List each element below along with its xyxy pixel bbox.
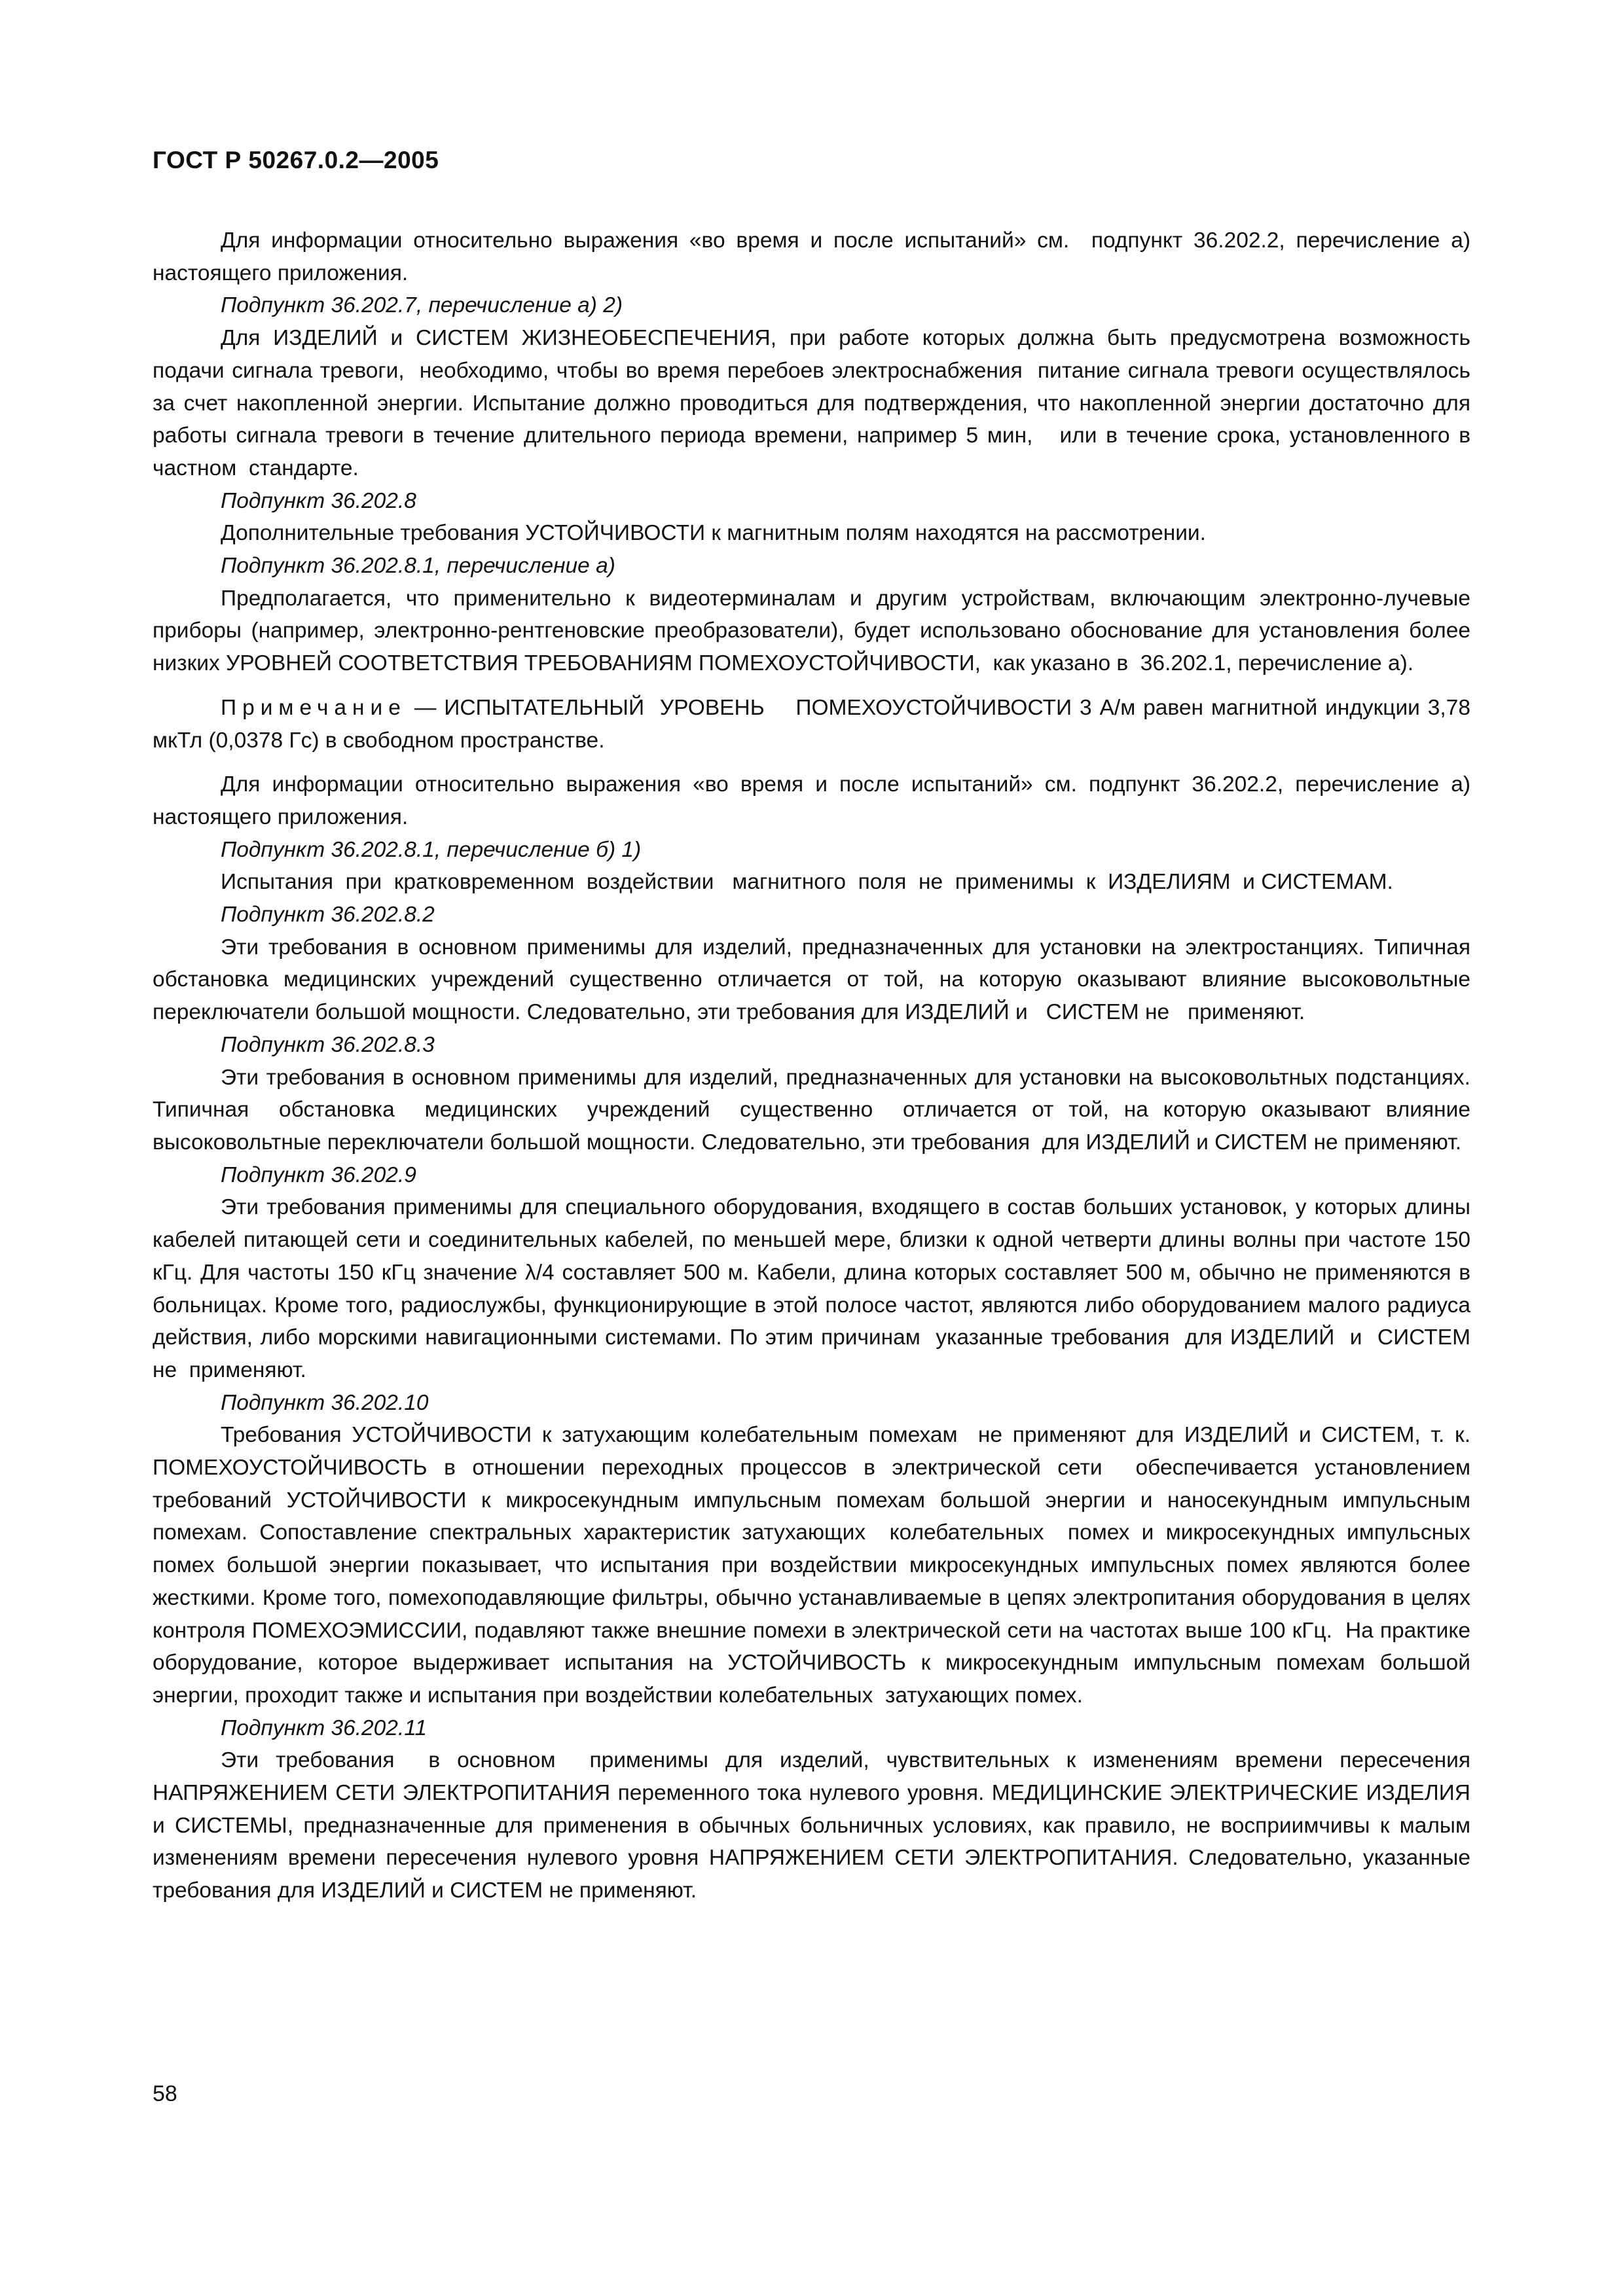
paragraph: Для информации относительно выражения «во время и после испытаний» см. подпункт 36.202.2, перечисление а) настоящего приложения.: [153, 228, 1477, 285]
note-label: Примечание: [221, 695, 407, 720]
document-body: [153, 224, 1483, 1907]
note-text: — ИСПЫТАТЕЛЬНЫЙ УРОВЕНЬ ПОМЕХОУСТОЙЧИВОСТИ 3 А/м равен магнитной индукции 3,78 мкТл (0,0378 Гс) в свободном пространстве.: [153, 695, 1477, 753]
subclause-heading: Подпункт 36.202.8: [221, 488, 416, 513]
subclause-heading: Подпункт 36.202.9: [221, 1162, 416, 1187]
paragraph: Для информации относительно выражения «во время и после испытаний» см. подпункт 36.202.2, перечисление а) настоящего приложения.: [153, 772, 1477, 829]
subclause-heading: Подпункт 36.202.7, перечисление а) 2): [221, 293, 623, 318]
paragraph: Испытания при кратковременном воздействии магнитного поля не применимы к ИЗДЕЛИЯМ и СИСТЕМАМ.: [221, 870, 1393, 895]
subclause-heading: Подпункт 36.202.8.1, перечисление б) 1): [221, 837, 642, 862]
subclause-heading: Подпункт 36.202.8.1, перечисление а): [221, 554, 615, 579]
subclause-heading: Подпункт 36.202.11: [221, 1715, 427, 1740]
subclause-heading: Подпункт 36.202.10: [221, 1390, 429, 1415]
paragraph: Эти требования в основном применимы для изделий, чувствительных к изменениям времени пересечения НАПРЯЖЕНИЕМ СЕТИ ЭЛЕКТРОПИТАНИЯ переменного тока нулевого уровня. МЕДИЦИНСКИЕ ЭЛЕКТРИЧЕСКИЕ ИЗДЕЛИЯ и СИСТЕМЫ, предназначенные для применения в обычных больничных условиях, как правило, не восприимчивы к малым изменениям времени пересечения нулевого уровня НАПРЯЖЕНИЕМ СЕТИ ЭЛЕКТРОПИТАНИЯ. Следовательно, указанные требования для ИЗДЕЛИЙ и СИСТЕМ не применяют.: [153, 1748, 1477, 1903]
paragraph: Для ИЗДЕЛИЙ и СИСТЕМ ЖИЗНЕОБЕСПЕЧЕНИЯ, при работе которых должна быть предусмотрена возможность подачи сигнала тревоги, необходимо, чтобы во время перебоев электроснабжения питание сигнала тревоги осуществлялось за счет накопленной энергии. Испытание должно проводиться для подтверждения, что накопленной энергии достаточно для работы сигнала тревоги в течение длительного периода времени, например 5 мин, или в течение срока, установленного в частном стандарте.: [153, 326, 1477, 480]
paragraph: Дополнительные требования УСТОЙЧИВОСТИ к магнитным полям находятся на рассмотрении.: [221, 521, 1206, 546]
document-header: ГОСТ Р 50267.0.2—2005: [153, 147, 439, 173]
note-paragraph: [153, 692, 1477, 757]
page-number: 58: [153, 2081, 177, 2106]
paragraph: Требования УСТОЙЧИВОСТИ к затухающим колебательным помехам не применяют для ИЗДЕЛИЙ и СИСТЕМ, т. к. ПОМЕХОУСТОЙЧИВОСТЬ в отношении переходных процессов в электрической сети обеспечивается установлением требований УСТОЙЧИВОСТИ к микросекундным импульсным помехам большой энергии и наносекундным импульсным помехам. Сопоставление спектральных характеристик затухающих колебательных помех и микросекундных импульсных помех большой энергии показывает, что испытания при воздействии микросекундных импульсных помех являются более жесткими. Кроме того, помехоподавляющие фильтры, обычно устанавливаемые в цепях электропитания оборудования в целях контроля ПОМЕХОЭМИССИИ, подавляют также внешние помехи в электрической сети на частотах выше 100 кГц. На практике оборудование, которое выдерживает испытания на УСТОЙЧИВОСТЬ к микросекундным импульсным помехам большой энергии, проходит также и испытания при воздействии колебательных затухающих помех.: [153, 1423, 1483, 1708]
paragraph: Предполагается, что применительно к видеотерминалам и другим устройствам, включающим электронно-лучевые приборы (например, электронно-рентгеновские преобразователи), будет использовано обоснование для установления более низких УРОВНЕЙ СООТВЕТСТВИЯ ТРЕБОВАНИЯМ ПОМЕХОУСТОЙЧИВОСТИ, как указано в 36.202.1, перечисление а).: [153, 586, 1477, 676]
subclause-heading: Подпункт 36.202.8.2: [221, 903, 435, 927]
paragraph: Эти требования в основном применимы для изделий, предназначенных для установки на электростанциях. Типичная обстановка медицинских учреждений существенно отличается от той, на которую оказывают влияние высоковольтные переключатели большой мощности. Следовательно, эти требования для ИЗДЕЛИЙ и СИСТЕМ не применяют.: [153, 935, 1477, 1025]
paragraph: Эти требования в основном применимы для изделий, предназначенных для установки на высоковольтных подстанциях. Типичная обстановка медицинских учреждений существенно отличается от той, на которую оказывают влияние высоковольтные переключатели большой мощности. Следовательно, эти требования для ИЗДЕЛИЙ и СИСТЕМ не применяют.: [153, 1065, 1483, 1155]
paragraph: Эти требования применимы для специального оборудования, входящего в состав больших установок, у которых длины кабелей питающей сети и соединительных кабелей, по меньшей мере, близки к одной четверти длины волны при частоте 150 кГц. Для частоты 150 кГц значение λ/4 составляет 500 м. Кабели, длина которых составляет 500 м, обычно не применяются в больницах. Кроме того, радиослужбы, функционирующие в этой полосе частот, являются либо оборудованием малого радиуса действия, либо морскими навигационными системами. По этим причинам указанные требования для ИЗДЕЛИЙ и СИСТЕМ не применяют.: [153, 1195, 1483, 1382]
subclause-heading: Подпункт 36.202.8.3: [221, 1032, 435, 1057]
